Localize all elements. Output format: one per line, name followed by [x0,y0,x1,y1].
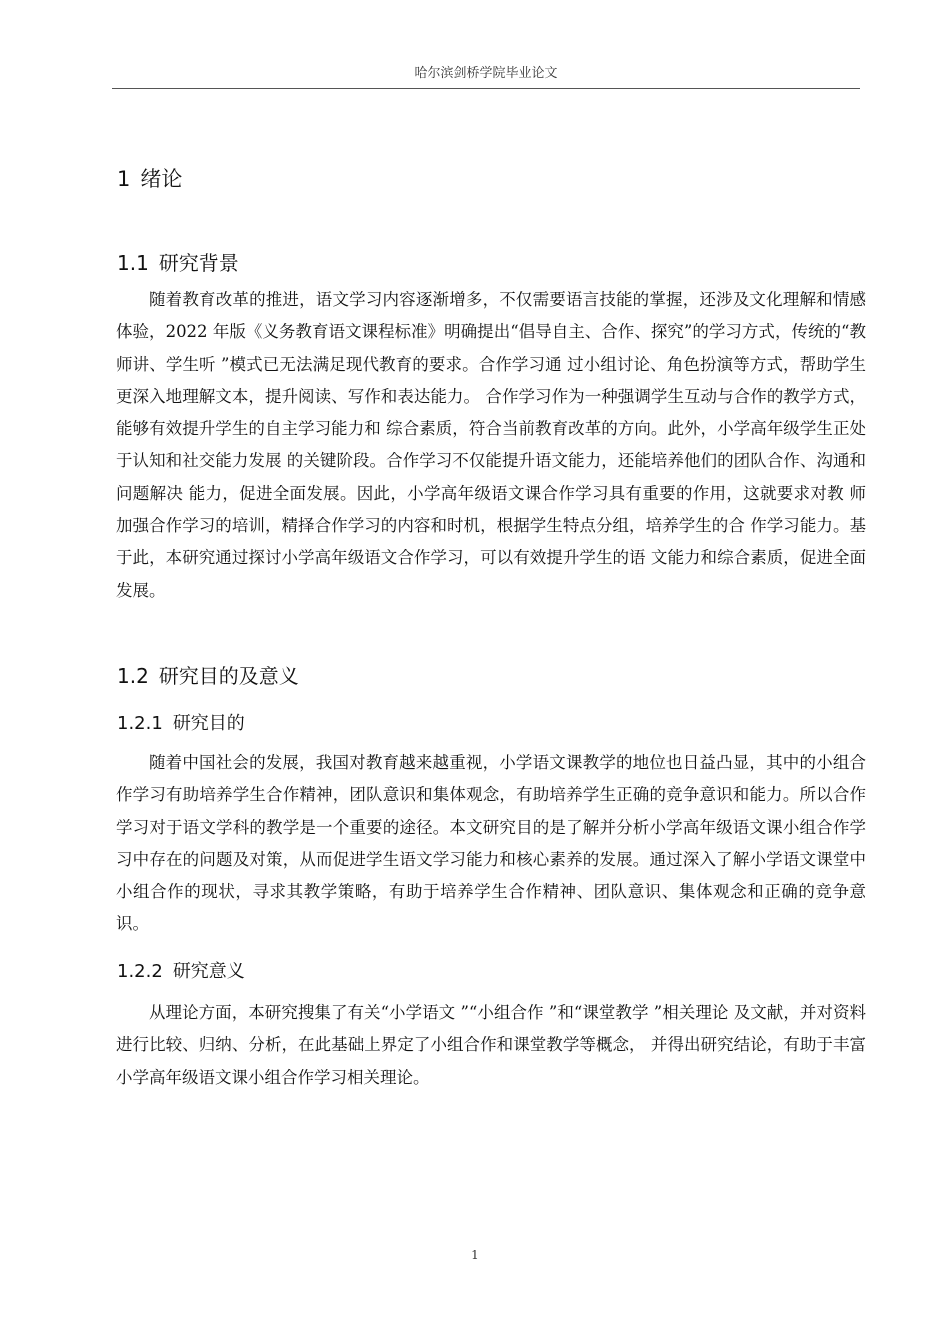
subsection-number: 1.2.2 [117,961,163,982]
section-heading-1-1 [117,249,239,277]
paragraph-research-significance: 从理论方面，本研究搜集了有关“小学语文 ”“小组合作 ”和“课堂教学 ”相关理论 及文献，并对资料进行比较、归纳、分析，在此基础上界定了小组合作和课堂教学等概念， 并得出研究结论，有助于丰富小学高年级语文课小组合作学习相关理论。 [116,1003,866,1087]
chapter-title: 绪论 [140,167,183,191]
chapter-heading [117,164,182,194]
subsection-title: 研究目的 [172,713,245,734]
page-number: 1 [471,1248,479,1262]
running-header [112,64,860,89]
chapter-number: 1 [117,167,131,191]
section-number: 1.2 [117,664,149,688]
section-heading-1-2 [117,662,299,690]
section-title: 研究背景 [158,251,239,275]
paragraph-research-purpose: 随着中国社会的发展，我国对教育越来越重视，小学语文课教学的地位也日益凸显，其中的小组合作学习有助培养学生合作精神，团队意识和集体观念，有助培养学生正确的竞争意识和能力。所以合作学习对于语文学科的教学是一个重要的途径。本文研究目的是了解并分析小学高年级语文课小组合作学习中存在的问题及对策，从而促进学生语文学习能力和核心素养的发展。通过深入了解小学语文课堂中小组合作的现状，寻求其教学策略，有助于培养学生合作精神、团队意识、集体观念和正确的竞争意识。 [116,753,866,934]
subsection-heading-1-2-2 [117,959,245,985]
subsection-title: 研究意义 [172,961,245,982]
page-footer [0,1248,950,1262]
running-header-title: 哈尔滨剑桥学院毕业论文 [414,66,558,81]
subsection-heading-1-2-1 [117,711,245,737]
paragraph-research-background: 随着教育改革的推进，语文学习内容逐渐增多，不仅需要语言技能的掌握，还涉及文化理解和情感体验，2022 年版《义务教育语文课程标准》明确提出“倡导自主、合作、探究”的学习方式，传统的“教师讲、学生听 ”模式已无法满足现代教育的要求。合作学习通 过小组讨论、角色扮演等方式，帮助学生更深入地理解文本，提升阅读、写作和表达能力。 合作学习作为一种强调学生互动与合作的教学方式，能够有效提升学生的自主学习能力和 综合素质，符合当前教育改革的方向。此外，小学高年级学生正处于认知和社交能力发展 的关键阶段。合作学习不仅能提升语文能力，还能培养他们的团队合作、沟通和问题解决 能力，促进全面发展。因此，小学高年级语文课合作学习具有重要的作用，这就要求对教 师加强合作学习的培训，精择合作学习的内容和时机，根据学生特点分组，培养学生的合 作学习能力。基于此，本研究通过探讨小学高年级语文合作学习，可以有效提升学生的语 文能力和综合素质，促进全面发展。 [116,290,866,600]
section-title: 研究目的及意义 [158,664,299,688]
subsection-number: 1.2.1 [117,713,163,734]
section-number: 1.1 [117,251,149,275]
